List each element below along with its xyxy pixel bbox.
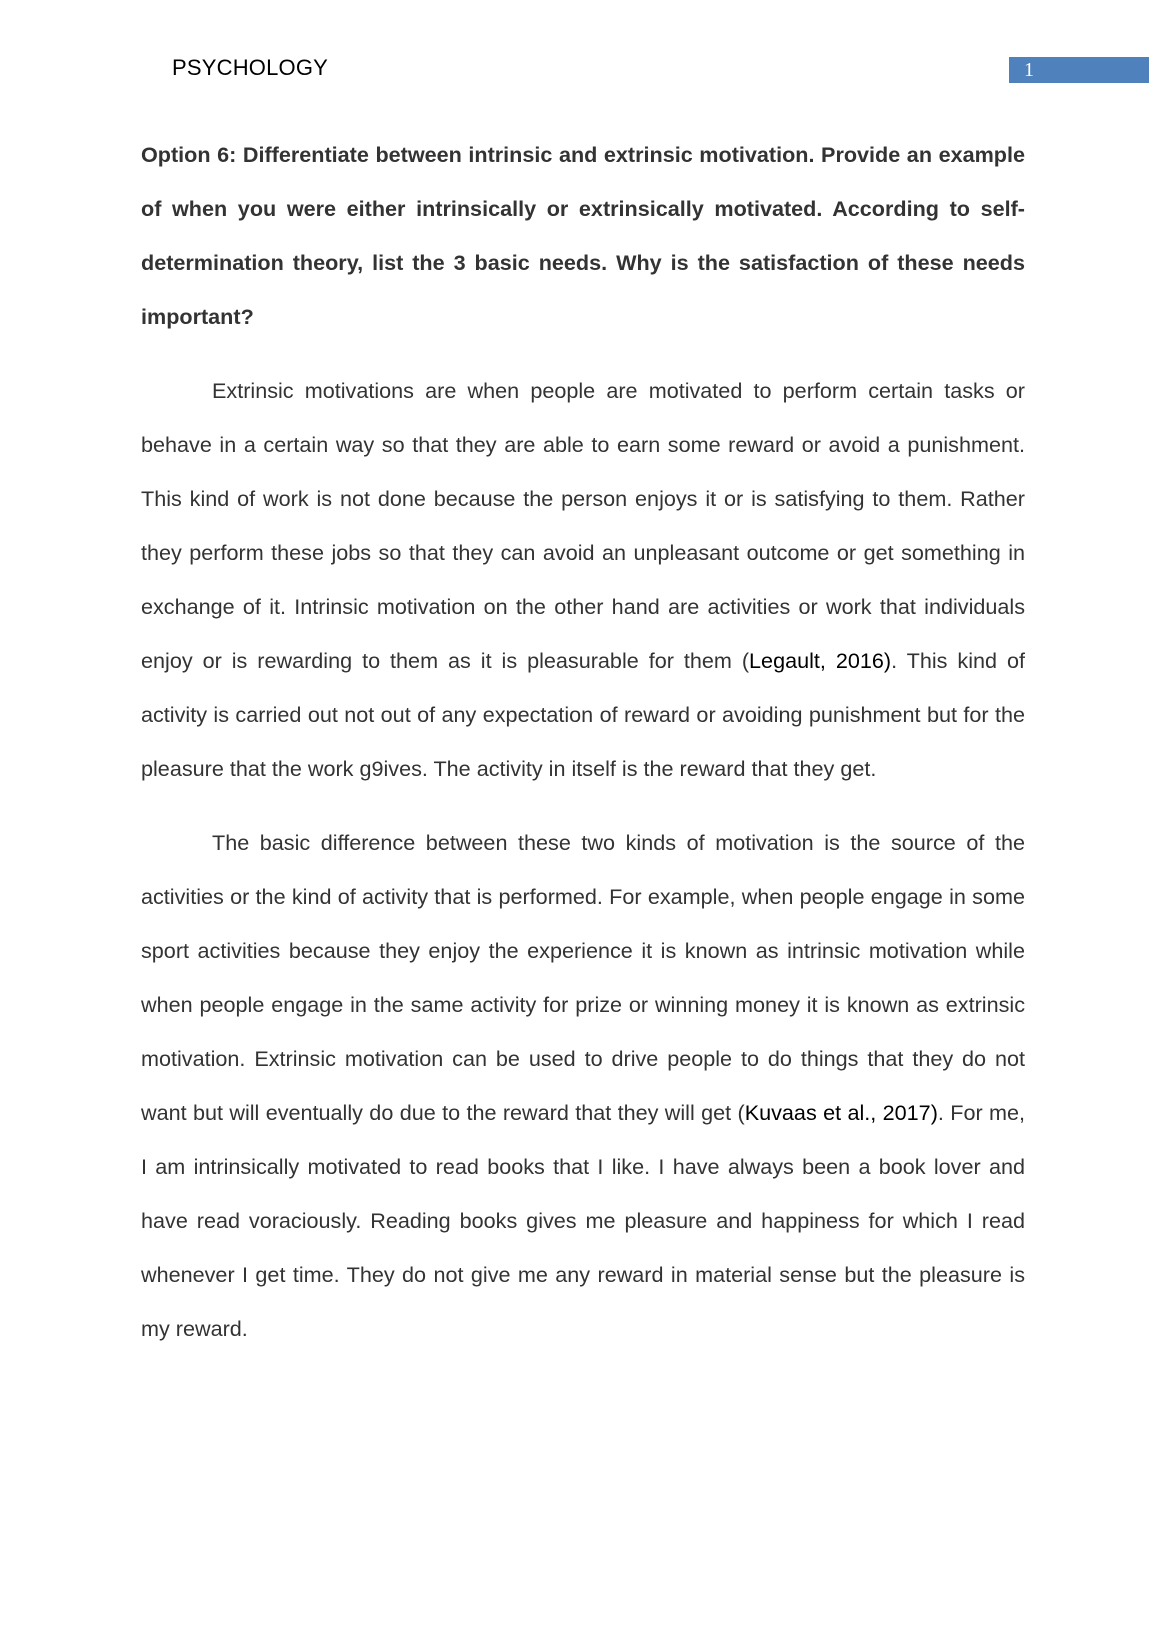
- citation: Legault, 2016): [749, 648, 892, 673]
- paragraph-text: Extrinsic motivations are when people are motivated to perform certain tasks or behave in a certain way so that they are able to earn some reward or avoid a punishment. This kind of work is not done because the person enjoys it or is satisfying to them. Rather they perform these jobs so that they can avoid an unpleasant outcome or get something in exchange of it. Intrinsic motivation on the other hand are activities or work that individuals enjoy or is rewarding to them as it is pleasurable for them (: [141, 378, 1025, 673]
- paragraph-text: The basic difference between these two kinds of motivation is the source of the activities or the kind of activity that is performed. For example, when people engage in some sport activities because they enjoy the experience it is known as intrinsic motivation while when people engage in the same activity for prize or winning money it is known as extrinsic motivation. Extrinsic motivation can be used to drive people to do things that they do not want but will eventually do due to the reward that they will get (: [141, 830, 1025, 1125]
- question-heading: Option 6: Differentiate between intrinsic and extrinsic motivation. Provide an example of when you were either intrinsically or extrinsically motivated. According to self-determination theory, list the 3 basic needs. Why is the satisfaction of these needs important?: [141, 142, 1025, 329]
- running-head: PSYCHOLOGY: [172, 55, 329, 80]
- body-paragraph-2: [141, 816, 1025, 1356]
- citation: Kuvaas et al., 2017): [744, 1100, 938, 1125]
- paragraph-text: . This kind of activity is carried out not out of any expectation of reward or avoiding punishment but for the pleasure that the work g9ives. The activity in itself is the reward that they get.: [141, 648, 1026, 781]
- body-paragraph-1: [141, 364, 1025, 796]
- page-content: [141, 128, 1025, 1356]
- paragraph-text: . For me, I am intrinsically motivated to read books that I like. I have always been a book lover and have read voraciously. Reading books gives me pleasure and happiness for which I read whenever I get time. They do not give me any reward in material sense but the pleasure is my reward.: [141, 1100, 1026, 1341]
- page-number: 1: [1009, 57, 1149, 83]
